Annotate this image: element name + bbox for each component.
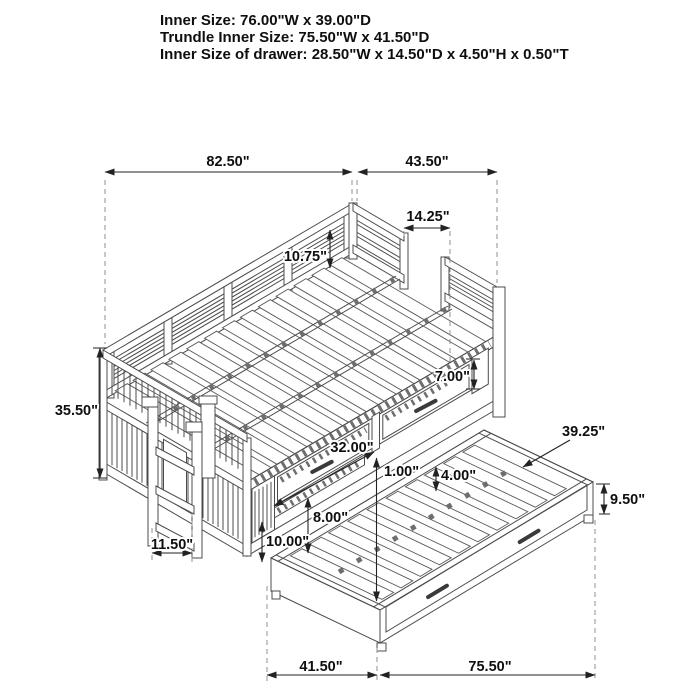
dim-trundle-rail-gap-label: 4.00" (441, 468, 477, 484)
dim-slat-gap-label: 1.00" (384, 464, 420, 480)
dim-ladder-width-label: 11.50" (150, 537, 194, 553)
dim-drawer-height-label: 7.00" (434, 369, 470, 385)
dim-trundle-face-height-label: 9.50" (610, 492, 646, 508)
dim-under-clearance-label: 8.00" (313, 510, 349, 526)
dim-head-section-label: 43.50" (405, 154, 449, 170)
title-line-3: Inner Size of drawer: 28.50"W x 14.50"D x 4.50"H x 0.50"T (160, 46, 569, 63)
caster (584, 515, 593, 523)
dim-trundle-length-label: 75.50" (468, 659, 512, 675)
title-line-1: Inner Size: 76.00"W x 39.00"D (160, 12, 371, 29)
dim-trundle-depth-label: 39.25" (562, 424, 606, 440)
dim-overall-length-label: 82.50" (206, 154, 250, 170)
ladder-right-rail (192, 430, 202, 558)
south-corner-post (243, 438, 251, 556)
title-line-2: Trundle Inner Size: 75.50"W x 41.50"D (160, 29, 430, 46)
caster (272, 591, 280, 599)
dim-overall-height-label: 35.50" (54, 403, 98, 419)
caster (377, 643, 386, 651)
dim-guard-rail-height-label: 10.75" (283, 249, 327, 265)
dim-headboard-gap-label: 14.25" (406, 209, 450, 225)
dim-pullout-span-label: 41.50" (299, 659, 343, 675)
front-guard-post (201, 400, 215, 478)
dim-drawer-width-label: 32.00" (330, 440, 374, 456)
dim-base-clearance-label: 10.00" (266, 534, 310, 550)
east-corner-post (493, 287, 505, 417)
